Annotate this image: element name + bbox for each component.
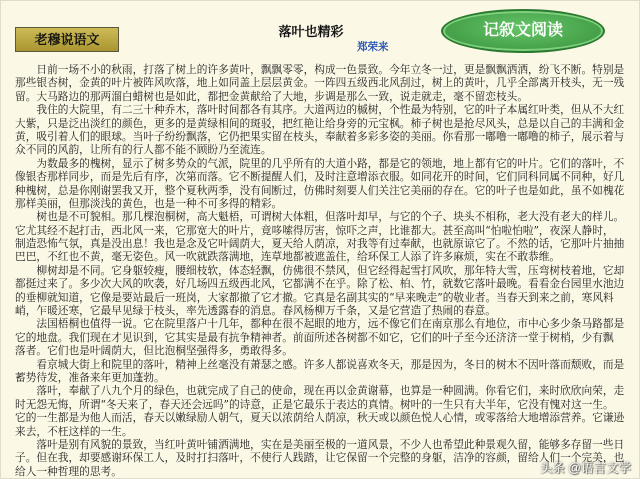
text-line: 蓄势待发，准备来年更加蓬勃。: [15, 370, 165, 384]
text-line: 它的一生都是为他人而活，春天以嫩绿励人朝气，夏天以浓荫给人荫凉，秋天或以颜色悦人心情，或零落给大地增添营养。它谦逊: [15, 411, 625, 425]
text-line: 种槐树，总是你刚谢罢我又开，整个夏秋两季，没有间断过，仿佛时刻要人们关注它美丽的存在。它的叶子也是如此，虽不如槐花: [15, 183, 625, 197]
text-line: 的垂柳就知道，它像是要站最后一班岗，大家都撤了它才撤。它真是名副其实的“早来晚走”的敬业者。当春天到来之前，寒风料: [15, 290, 614, 304]
text-line: 我住的大院里，有二三十种乔木，落叶时间都各有其序。大道两边的槭树，个性最为特别，它的叶子本属红叶类，但从不大红: [36, 103, 625, 117]
text-line: 看京城大街上和院里的落叶，精神上丝毫没有萧瑟之感。许多人都说喜欢冬天，那是因为，冬日的树木不因叶落而颓败，而是: [36, 357, 625, 371]
text-line: 都挺过来了。多少次大风的吹袭，好几场四五级西北风，它都满不在乎。除了松、柏、竹，就数它落叶最晚。看看金台园里水池边: [15, 277, 625, 291]
text-line: 制造恐怖气氛，真是没出息！我也是念及它叶阔荫大，夏天给人荫凉，对我等有过奉献，也就原谅它了。不然的话，它那叶片抽抽: [15, 237, 625, 251]
brand-badge: 老穆说语文: [15, 27, 119, 52]
paragraph: [15, 63, 629, 103]
text-line: 落叶是别有风貌的景致，当红叶黄叶铺洒满地，实在是美丽至极的一道风景，不少人也希望此种景观久留，能够多存留一些日: [36, 437, 625, 451]
text-line: 为数最多的槐树，显示了树多势众的气派，院里的几乎所有的大道小路，都是它的领地，地上都有它的叶片。它们的落叶，不: [36, 156, 625, 170]
watermark: 头条 @语言文学: [539, 461, 631, 475]
category-badge: 记叙文阅读: [441, 9, 605, 53]
text-line: 那些银杏树，金黄的叶片被阵风吹落，地上如同盖上层层黄金。一阵四五级西北风刮过，树上的黄叶，几乎全部离开枝头，无一残: [15, 76, 625, 90]
text-line: 巴巴，不红也不黄，毫无姿色。风一吹就跌落满地，连草地都被遮盖住，给环保工人添了许多麻烦，实在不敢恭维。: [15, 250, 561, 264]
text-line: 柳树却是不同。它身躯较瘦，腰细枝软，体态轻飘，仿佛很不禁风，但它经得起雪打风吹，那年特大雪，压弯树枝着地，它却: [36, 263, 625, 277]
text-line: 众不同的风韵，让所有的行人都不能不顾盼乃至流连。: [15, 143, 272, 157]
text-line: 峭，乍暖还寒，它最早见绿于枝头，率先透露春的消息。春风杨柳万千条，又是它营造了热闹的春意。: [15, 304, 496, 318]
text-line: 落叶，奉献了八九个月的绿色，也就完成了自己的使命，现在再以金黄谢幕，也算是一种圆满。你看它们，来时欣欣向荣，走: [36, 384, 625, 398]
paragraph: [15, 103, 629, 157]
text-line: 给人一种哲理的思考。: [15, 464, 122, 478]
article-title: 落叶也精彩: [278, 25, 344, 40]
paragraph: [15, 358, 629, 385]
text-line: 法国梧桐也值得一说。它在院里落户十几年，都种在很不起眼的地方，远不像它们在南京那么有地位，市中心多少条马路都是: [36, 317, 625, 331]
text-line: 时无怨无悔，所谓“冬天来了，春天还会远吗”的诗意，正是它最乐于表达的真情。树叶的一生只有大半年，它没有愧对这一生。: [15, 397, 614, 411]
paragraph: [15, 438, 629, 478]
text-line: 日前一场不小的秋雨，打落了树上的许多黄叶，飘飘零零，构成一色景致。今年立冬一过，更是飘飘洒洒，纷飞不断。特别是: [36, 63, 625, 76]
text-line: 落者。它们也是叶阔荫大，但比泡桐坚强得多，勇敢得多。: [15, 344, 293, 358]
author-name: 郑荣来: [357, 41, 389, 53]
text-line: 留。大马路边的那两溜白蜡树也是如此，都把金黄献给了大地，步调是那么一致，说走就走，毫不留恋枝头。: [15, 89, 529, 103]
text-line: 那样美丽，但那淡浅的黄色，也是一种不可多得的精彩。: [15, 196, 283, 210]
paragraph: [15, 210, 629, 264]
essay-body: [15, 63, 629, 478]
text-line: 树也是不可貌相。那几棵泡桐树，高大魁梧，可谓树大体粗，但落叶却早，与它的个子、块头不相称，老大没有老大的样儿。: [36, 210, 625, 224]
text-line: 来去，不枉这样的一生。: [15, 424, 133, 438]
paragraph: [15, 384, 629, 438]
text-line: 子。但在我，却要感谢环保工人，及时打扫落叶，不使行人践踏，让它保留一个完整的身躯，洁净的容颜，留给人们一个完美，也: [15, 451, 625, 465]
text-line: 黄，吸引着人们的眼球。当叶子纷纷飘落，它仍把果实留在枝头，奉献着多彩多姿的美丽。你看那一嘟噜一嘟噜的柿子，展示着与: [15, 129, 625, 143]
paragraph: [15, 264, 629, 318]
paragraph: [15, 157, 629, 211]
text-line: 它尤其经不起打击，西北风一来，它那宽大的叶片，竟哆嗦得厉害，惊吓之声，比谁都大。甚至高叫“怕啦怕啦”，夜深人静时，: [15, 223, 614, 237]
text-line: 它的地盘。我们现在才见识到，它其实是最有抗争精神者。前面所述各树都不如它，它们的叶子至今还济济一堂于树梢，少有飘: [15, 330, 614, 344]
text-line: 像银杏那样同步，而是先后有序，次第而落。它不断提醒人们，及时注意增添衣服。如同花开的时间，它们同科同属不同种，好几: [15, 170, 625, 184]
paragraph: [15, 317, 629, 357]
text-line: 大紫，只是泛出淡红的颜色，更多的是黄绿相间的斑驳，把红艳让给身旁的元宝枫。柿子树也是抢尽风头，总是以自己的丰满和金: [15, 116, 625, 130]
